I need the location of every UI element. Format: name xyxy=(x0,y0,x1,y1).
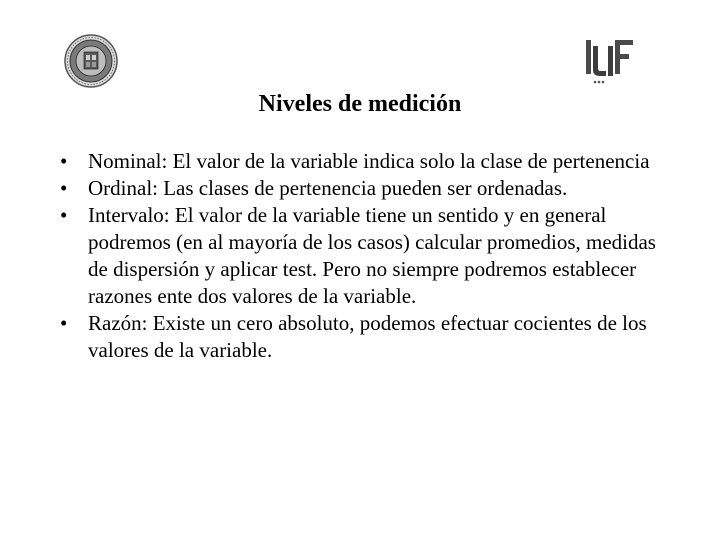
bullet-text: Intervalo: El valor de la variable tiene un sentido y en general podremos (en al mayoría de los casos) calcular promedios, medidas de dispersión y aplicar test. Pero no siempre podremos establecer razones ente dos valores de la variable. xyxy=(88,203,656,308)
bullet-list xyxy=(60,148,680,364)
bullet-item-intervalo xyxy=(60,202,680,310)
bullet-marker: • xyxy=(60,311,68,335)
bullet-marker: • xyxy=(60,176,68,200)
ulf-logo-icon xyxy=(584,36,636,86)
bullet-item-ordinal xyxy=(60,175,680,202)
bullet-item-nominal xyxy=(60,148,680,175)
bullet-marker: • xyxy=(60,149,68,173)
bullet-item-razon xyxy=(60,310,680,364)
slide-title: Niveles de medición xyxy=(258,91,462,117)
bullet-text: Razón: Existe un cero absoluto, podemos efectuar cocientes de los valores de la variable. xyxy=(88,311,647,362)
university-seal-icon xyxy=(64,34,118,88)
bullet-text: Ordinal: Las clases de pertenencia pueden ser ordenadas. xyxy=(88,176,568,200)
bullet-marker: • xyxy=(60,203,68,227)
bullet-text: Nominal: El valor de la variable indica solo la clase de pertenencia xyxy=(88,149,650,173)
